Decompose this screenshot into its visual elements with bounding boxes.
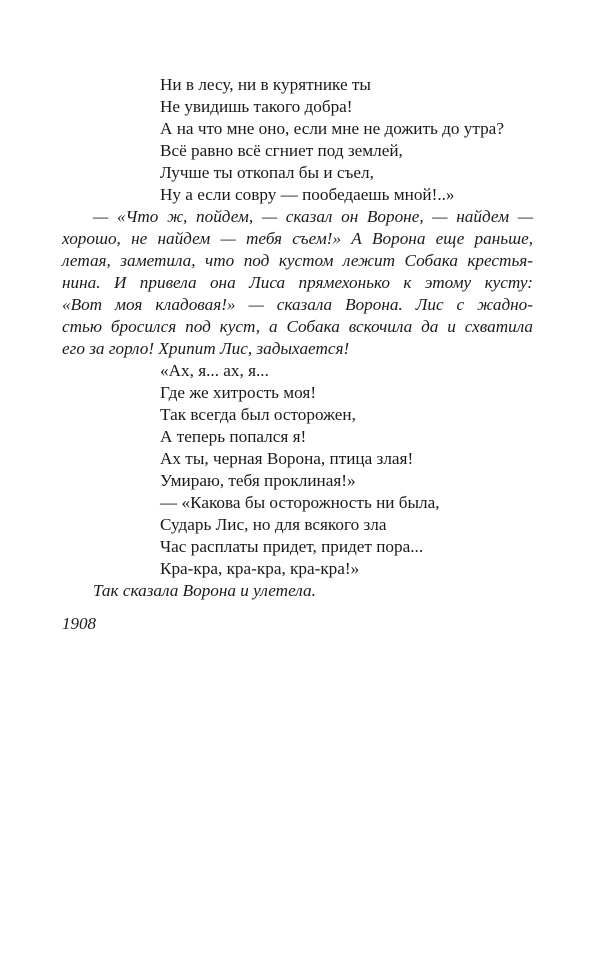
prose-line: нина. И привела она Лиса прямехонько к этому кусту: [62, 273, 533, 292]
verse-line: — «Какова бы осторожность ни была, [160, 493, 440, 512]
verse-line: Всё равно всё сгниет под землей, [160, 141, 403, 160]
prose-line: стью бросился под куст, а Собака вскочила да и схватила [62, 317, 533, 336]
verse-line: Ах ты, черная Ворона, птица злая! [160, 449, 414, 468]
composition-year: 1908 [62, 614, 96, 633]
verse-line: Не увидишь такого добра! [160, 97, 353, 116]
prose-line: «Вот моя кладовая!» — сказала Ворона. Лис с жадно- [62, 295, 533, 314]
verse-line: А на что мне оно, если мне не дожить до утра? [160, 119, 504, 138]
verse-line: Сударь Лис, но для всякого зла [160, 515, 387, 534]
verse-line: Ни в лесу, ни в курятнике ты [160, 75, 371, 94]
verse-line: «Ах, я... ах, я... [160, 361, 269, 380]
closing-line: Так сказала Ворона и улетела. [93, 581, 316, 600]
verse-line: Умираю, тебя проклиная!» [160, 471, 356, 490]
verse-line: А теперь попался я! [160, 427, 307, 446]
verse-line: Час расплаты придет, придет пора... [160, 537, 424, 556]
prose-line: хорошо, не найдем — тебя съем!» А Ворона еще раньше, [62, 229, 533, 248]
verse-line: Кра-кра, кра-кра, кра-кра!» [160, 559, 360, 578]
verse-line: Лучше ты откопал бы и съел, [160, 163, 374, 182]
prose-line: летая, заметила, что под кустом лежит Собака крестья- [62, 251, 533, 270]
verse-line: Где же хитрость моя! [160, 383, 317, 402]
prose-line: — «Что ж, пойдем, — сказал он Вороне, — найдем — [93, 207, 533, 226]
prose-line: его за горло! Хрипит Лис, задыхается! [62, 339, 350, 358]
verse-line: Ну а если совру — пообедаешь мной!..» [160, 185, 455, 204]
verse-line: Так всегда был осторожен, [160, 405, 356, 424]
